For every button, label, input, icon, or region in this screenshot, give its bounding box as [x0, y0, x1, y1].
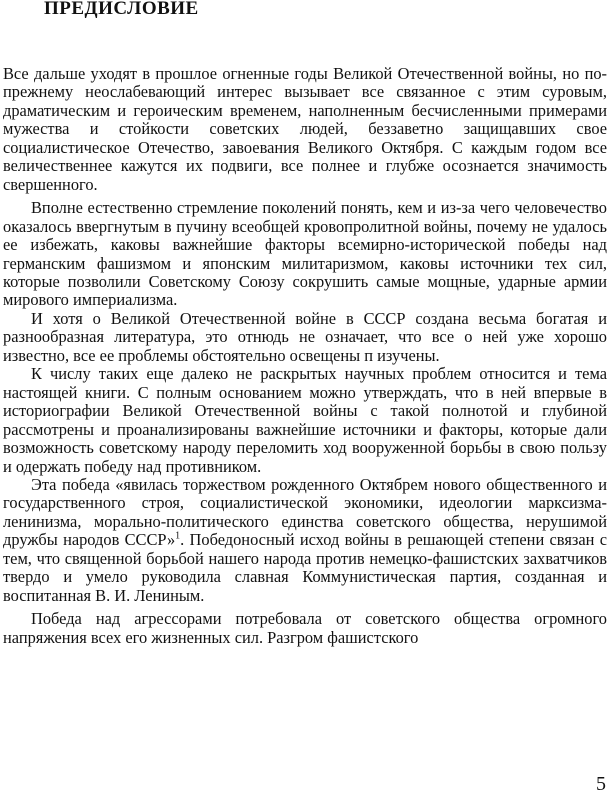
paragraph-2: Вполне естественно стремление поколений понять, кем и из-за чего человечество оказалось ввергнутым в пучину всеобщей кровопролитной войны, почему не удалось ее избежать, каковы важнейшие факторы всемирно-исторической победы над германским фашизмом и японским милитаризмом, каковы источники тех сил, которые позволили Советскому Союзу сокрушить самые мощные, ударные армии мирового империализма.: [3, 198, 607, 310]
footnote-marker: 1: [175, 530, 181, 542]
paragraph-6: Победа над агрессорами потребовала от советского общества огромного напряжения всех его жизненных сил. Разгром фашистского: [3, 609, 607, 647]
paragraph-5: [3, 476, 607, 605]
paragraph-1: Все дальше уходят в прошлое огненные годы Великой Отечественной войны, но по-прежнему неослабевающий интерес вызывает все связанное с этим суровым, драматическим и героическим временем, наполненным бесчисленными примерами мужества и стойкости советских людей, беззаветно защищавших свое социалистическое Отечество, завоевания Великого Октября. С каждым годом все величественнее кажутся их подвиги, все полнее и глубже осознается значимость свершенного.: [3, 64, 607, 194]
paragraph-3: И хотя о Великой Отечественной войне в СССР создана весьма богатая и разнообразная литература, это отнюдь не означает, что все о ней уже хорошо известно, все ее проблемы обстоятельно освещены п изучены.: [3, 308, 607, 365]
body-text: [3, 65, 607, 647]
paragraph-5-text: Эта победа «явилась торжеством рожденного Октябрем нового общественного и государственного строя, социалистической экономики, идеологии марксизма-ленинизма, морально-политического единства советского общества, нерушимой дружбы народов СССР»: [3, 474, 607, 550]
chapter-heading: ПРЕДИСЛОВИЕ: [44, 0, 199, 19]
paragraph-4: К числу таких еще далеко не раскрытых научных проблем относится и тема настоящей книги. С полным основанием можно утверждать, что в ней впервые в историографии Великой Отечественной войны с такой полнотой и глубиной рассмотрены и проанализированы важнейшие источники и факторы, которые дали возможность советскому народу переломить ход вооруженной борьбы в свою пользу и одержать победу над противником.: [3, 364, 607, 476]
page-number: 5: [596, 773, 606, 795]
paragraph-5-continuation: . Победоносный исход войны в решающей степени связан с тем, что священной борьбой нашего народа против немецко-фашистских захватчиков твердо и умело руководила славная Коммунистическая партия, созданная и воспитанная В. И. Лениным.: [3, 530, 607, 605]
